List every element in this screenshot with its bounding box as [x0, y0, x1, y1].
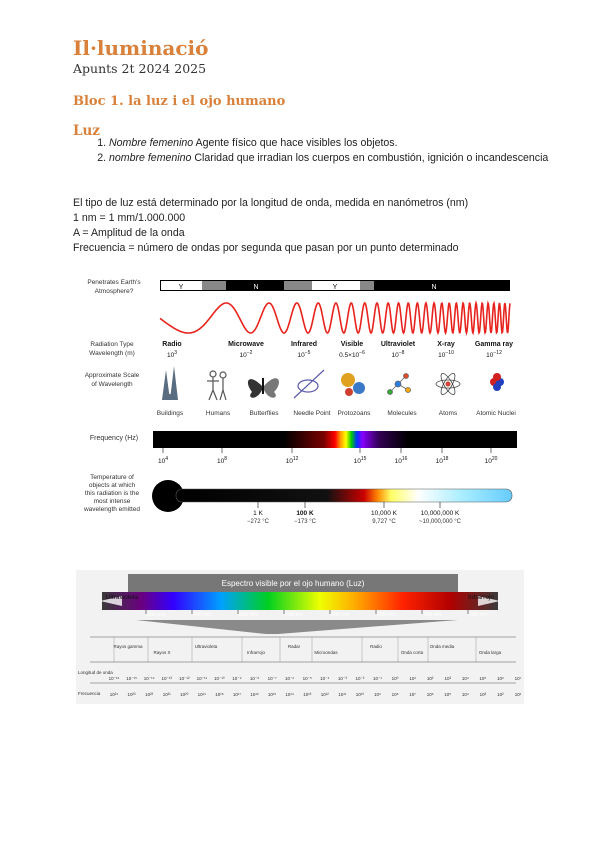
needle-icon: [294, 370, 324, 398]
band-label: Microondas: [314, 650, 338, 655]
nm-ticks: [146, 610, 488, 618]
wavelength-tick: 10⁻¹²: [179, 676, 190, 681]
wavelength-tick: 10⁻⁸: [249, 676, 260, 681]
frequency-tick: 10¹⁴: [285, 692, 294, 697]
wavelength-tick: 10⁻¹³: [161, 676, 172, 681]
wavelength-tick: 10⁵: [479, 676, 487, 681]
wavelength-tick: 10⁻¹⁰: [214, 676, 225, 681]
scale-item-label: Humans: [205, 410, 231, 417]
wavelength-tick: 10⁴: [461, 676, 469, 681]
radiation-wavelength: $10^{-2}$: [239, 350, 253, 359]
band-label: Onda media: [429, 644, 455, 649]
frequency-tick: 10¹³: [303, 692, 312, 697]
definition-item: 2. nombre femenino Claridad que irradian los cuerpos en combustión, ignición o incandescencia: [109, 151, 561, 166]
frequency-tick: 10²¹: [162, 692, 171, 697]
row-label: Frecuencia: [78, 691, 101, 696]
thermometer-tube: [176, 489, 512, 502]
frequency-tick-label: $10^{20}$: [484, 456, 498, 465]
frequency-tick: 10⁸: [391, 692, 399, 697]
paragraph: El tipo de luz está determinado por la longitud de onda, medida en nanómetros (nm): [73, 197, 469, 209]
buildings-icon: [162, 366, 178, 400]
frequency-tick: 10²⁰: [180, 692, 189, 697]
radiation-wavelength: $10^{-8}$: [391, 350, 405, 359]
nm-tick-label: 650 nm: [376, 612, 396, 618]
infrared-label: Infrarrojo: [467, 594, 495, 601]
molecule-icon: [388, 374, 411, 395]
scale-item-label: Buildings: [156, 410, 184, 417]
paragraph: 1 nm = 1 mm/1.000.000: [73, 212, 186, 224]
frequency-tick-label: $10^8$: [216, 456, 228, 465]
scale-item-label: Needle Point: [293, 410, 331, 417]
temperature-celsius: ~10,000,000 °C: [419, 519, 461, 525]
temperature-celsius: −272 °C: [247, 519, 269, 525]
band-label: Radio: [370, 644, 382, 649]
frequency-tick: 10¹¹: [338, 692, 347, 697]
frequency-tick: 10¹⁸: [215, 692, 224, 697]
svg-text:Temperature of: Temperature of: [90, 474, 134, 481]
svg-text:most intense: most intense: [93, 498, 131, 505]
temperature-kelvin: 100 K: [296, 510, 314, 517]
wavelength-tick: 10⁻⁷: [267, 676, 277, 681]
frequency-tick: 10²²: [145, 692, 154, 697]
ultraviolet-label: Ultravioleta: [105, 594, 139, 601]
em-spectrum-figure: [76, 274, 524, 534]
svg-text:this radiation is the: this radiation is the: [84, 490, 140, 497]
wavelength-label: Wavelength (m): [89, 350, 135, 357]
frequency-tick: 10²: [497, 692, 504, 697]
radiation-wavelength: $10^{-12}$: [486, 350, 502, 359]
band-label: Rayos gamma: [113, 644, 143, 649]
svg-text:wavelength emitted: wavelength emitted: [83, 506, 141, 513]
band-label: Infrarrojo: [246, 650, 266, 655]
wavelength-tick: 10⁻⁶: [285, 676, 295, 681]
document-title: Il·luminació: [73, 36, 209, 60]
wavelength-tick: 10¹: [409, 676, 416, 681]
frequency-tick: 10¹⁵: [267, 692, 277, 697]
frequency-tick: 10¹⁷: [232, 692, 242, 697]
band-label: Rayos X: [153, 650, 171, 655]
frequency-tick: 10⁶: [426, 692, 434, 697]
visible-spectrum-figure: [76, 570, 524, 704]
definition-list: [73, 136, 561, 166]
scale-label-line: Approximate Scale: [84, 372, 140, 379]
spectrum-title: Espectro visible por el ojo humano (Luz): [221, 579, 365, 588]
visible-bar: [102, 592, 498, 610]
nm-tick-label: 550 nm: [284, 612, 304, 618]
band-label: Onda larga: [478, 650, 502, 655]
temperature-kelvin: 1 K: [253, 510, 263, 517]
paragraph: A = Amplitud de la onda: [73, 227, 185, 239]
wavelength-tick: 10⁻¹: [373, 676, 382, 681]
temperature-celsius: 9,727 °C: [372, 519, 396, 525]
protozoans-icon: [341, 373, 365, 396]
frequency-ticks: [158, 448, 498, 465]
band-label: Onda corta: [400, 650, 424, 655]
frequency-tick: 10⁵: [444, 692, 452, 697]
temperature-kelvin: 10,000 K: [370, 510, 398, 517]
row-label: Longitud de onda: [78, 670, 113, 675]
radiation-wavelength: $10^{-5}$: [297, 350, 311, 359]
wavelength-tick: 10³: [444, 676, 451, 681]
radiation-type-name: Ultraviolet: [380, 341, 416, 348]
radiation-type-name: Radio: [162, 341, 182, 348]
paragraph: Frecuencia = número de ondas por segunda que pasan por un punto determinado: [73, 242, 459, 254]
atmosphere-label: Y: [178, 284, 184, 291]
penetrates-label-line: Penetrates Earth's: [87, 279, 141, 286]
atmosphere-label: Y: [332, 284, 338, 291]
frequency-tick: 10²⁴: [109, 692, 119, 697]
frequency-label: Frequency (Hz): [89, 435, 139, 442]
nucleus-icon: [490, 373, 504, 391]
frequency-tick-label: $10^{15}$: [353, 456, 367, 465]
definition-item: 1. Nombre femenino Agente físico que hace visibles los objetos.: [109, 136, 561, 151]
scale-item-label: Molecules: [387, 410, 417, 417]
humans-icon: [207, 371, 226, 400]
nm-tick-label: 600 nm: [330, 612, 350, 618]
temperatures: [247, 502, 462, 525]
frequency-bar: [153, 431, 517, 448]
wavelength-tick: 10⁻²: [355, 676, 365, 681]
frequency-tick: 10¹⁶: [250, 692, 259, 697]
radiation-type-name: Gamma ray: [474, 341, 514, 348]
penetrates-label-line: Atmosphere?: [94, 288, 134, 295]
frequency-tick: 10¹⁰: [355, 692, 365, 697]
frequency-tick: 10¹²: [320, 692, 329, 697]
document-subtitle: Apunts 2t 2024 2025: [73, 61, 207, 76]
scale-item-label: Atoms: [438, 410, 458, 417]
frequency-tick: 10³: [479, 692, 487, 697]
band-label: Ultravioleta: [194, 644, 218, 649]
temperature-label: [83, 474, 140, 513]
radiation-type-name: X-ray: [437, 341, 455, 348]
nm-tick-label: 450 nm: [192, 612, 212, 618]
radiation-type-name: Microwave: [228, 341, 264, 348]
wavelength-tick: 10⁷: [514, 676, 522, 681]
radiation-type-label: Radiation Type: [90, 341, 134, 348]
wavelength-tick: 10⁻¹⁴: [143, 676, 155, 681]
svg-text:objects at which: objects at which: [88, 482, 136, 489]
wavelength-ticks: [109, 676, 522, 681]
wavelength-tick: 10²: [426, 676, 434, 681]
frequency-tick: 10⁷: [409, 692, 416, 697]
wavelength-tick: 10⁻¹⁵: [126, 676, 137, 681]
scale-items: [157, 410, 516, 417]
band-label: Radar: [287, 644, 301, 649]
frequency-tick: 10⁴: [461, 692, 469, 697]
temperature-celsius: −173 °C: [294, 519, 316, 525]
atom-icon: [436, 372, 460, 397]
wavelength-tick: 10⁻⁹: [232, 676, 242, 681]
scale-label-line: of Wavelength: [91, 381, 133, 388]
temperature-kelvin: 10,000,000 K: [420, 510, 460, 517]
frequency-tick: 10¹: [514, 692, 522, 697]
atmosphere-label: N: [253, 284, 259, 291]
radiation-type-name: Visible: [340, 341, 364, 348]
radiation-type-name: Infrared: [290, 341, 318, 348]
frequency-tick: 10²³: [127, 692, 136, 697]
frequency-tick-label: $10^{18}$: [435, 456, 449, 465]
nm-tick-label: 500 nm: [238, 612, 258, 618]
frequency-tick: 10¹⁹: [197, 692, 207, 697]
scale-item-label: Butterflies: [249, 410, 279, 417]
radiation-wavelength: $0.5\times 10^{-6}$: [339, 350, 365, 359]
scale-item-label: Atomic Nuclei: [476, 410, 516, 417]
wavelength-tick: 10⁶: [497, 676, 504, 681]
spectrum-bands: [113, 637, 501, 662]
section-heading: Bloc 1. la luz i el ojo humano: [73, 94, 286, 109]
wavelength-tick: 10⁻⁵: [302, 676, 312, 681]
radiation-wavelength: $10^3$: [166, 350, 178, 359]
wavelength-tick: 10⁻³: [337, 676, 347, 681]
frequency-ticks-2: [110, 692, 522, 697]
spectrum-funnel: [136, 620, 458, 634]
subsection-heading: Luz: [73, 123, 100, 139]
wavelength-tick: 10⁻¹¹: [196, 676, 208, 681]
nm-tick-label: 750 nm: [468, 612, 488, 618]
wavelength-tick: 10⁰: [391, 676, 399, 681]
wavelength-tick: 10⁻¹⁶: [108, 676, 120, 681]
frequency-tick-label: $10^{16}$: [394, 456, 408, 465]
wavelength-tick: 10⁻⁴: [320, 676, 330, 681]
frequency-tick-label: $10^4$: [157, 456, 169, 465]
nm-tick-label: 400 nm: [146, 612, 166, 618]
wave-path: [160, 303, 510, 333]
frequency-tick: 10⁹: [374, 692, 381, 697]
atmosphere-label: N: [431, 284, 437, 291]
butterfly-icon: [248, 378, 279, 398]
nm-tick-label: 700 nm: [422, 612, 442, 618]
scale-item-label: Protozoans: [337, 410, 371, 417]
radiation-wavelength: $10^{-10}$: [438, 350, 454, 359]
radiation-types: [162, 341, 513, 359]
frequency-tick-label: $10^{12}$: [285, 456, 299, 465]
